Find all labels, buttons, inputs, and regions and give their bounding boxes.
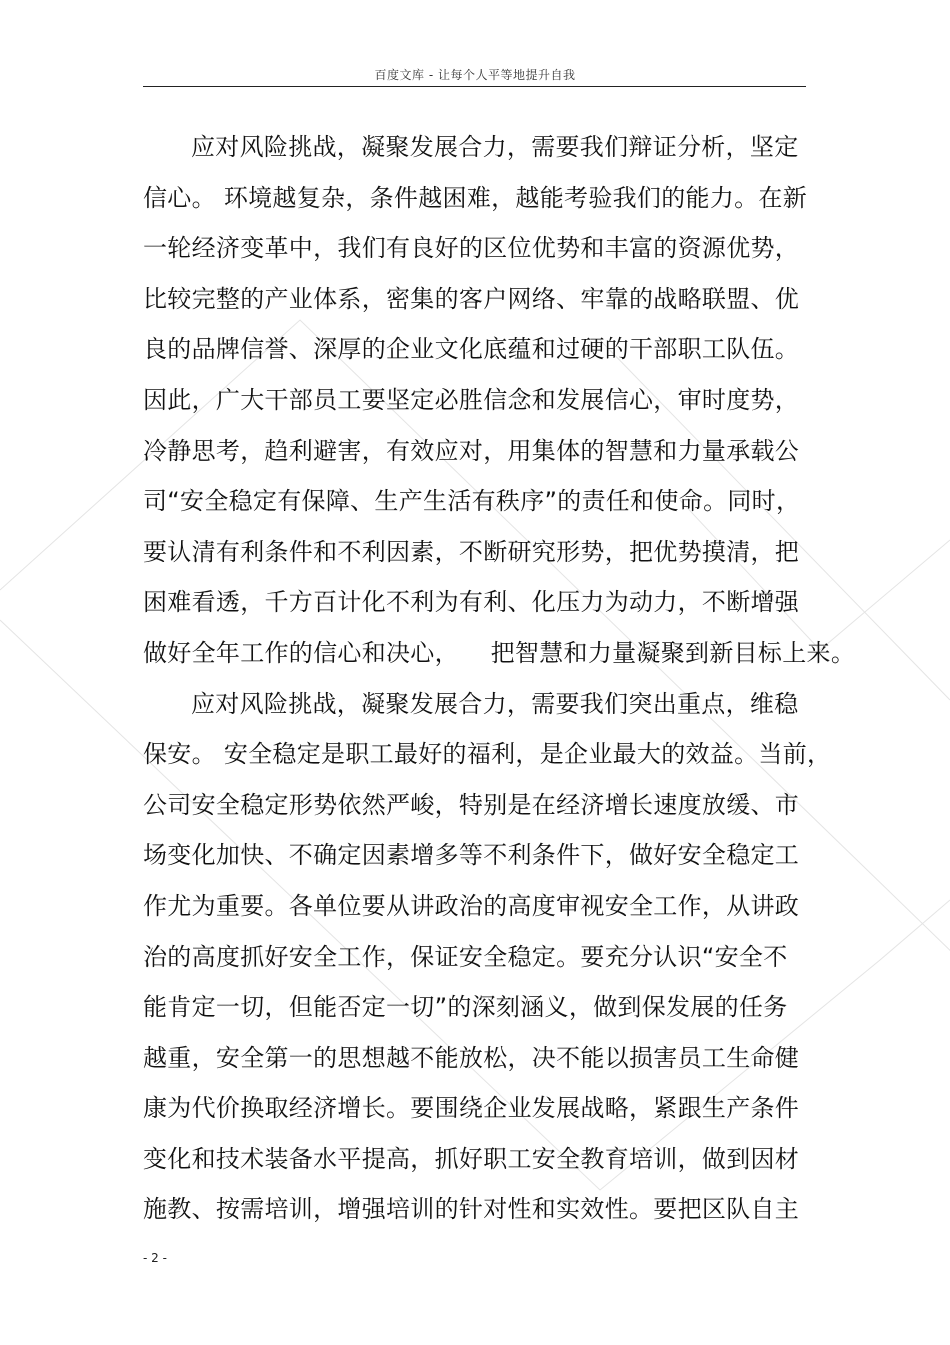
paragraph-2-line: 能肯定一切，但能否定一切”的深刻涵义，做到保发展的任务 [143, 993, 788, 1022]
paragraph-2-line: 作尤为重要。各单位要从讲政治的高度审视安全工作，从讲政 [143, 891, 800, 920]
paragraph-2-line: 施教、按需培训，增强培训的针对性和实效性。要把区队自主 [143, 1195, 800, 1224]
paragraph-1-line: 比较完整的产业体系，密集的客户网络、牢靠的战略联盟、优 [143, 284, 800, 313]
paragraph-1-line: 信心。 环境越复杂，条件越困难，越能考验我们的能力。在新 [143, 183, 808, 212]
paragraph-1-line: 司“安全稳定有保障、生产生活有秩序”的责任和使命。同时， [143, 487, 801, 516]
paragraph-2-line: 公司安全稳定形势依然严峻，特别是在经济增长速度放缓、市 [143, 790, 800, 819]
paragraph-2-line: 治的高度抓好安全工作，保证安全稳定。要充分认识“安全不 [143, 942, 788, 971]
page-number: - 2 - [143, 1251, 167, 1265]
paragraph-1-line: 做好全年工作的信心和决心， 把智慧和力量凝聚到新目标上来。 [143, 638, 856, 667]
paragraph-2-line: 变化和技术装备水平提高，抓好职工安全教育培训，做到因材 [143, 1144, 800, 1173]
document-header: 百度文库 - 让每个人平等地提升自我 [374, 68, 576, 82]
paragraph-1-line: 要认清有利条件和不利因素，不断研究形势，把优势摸清，把 [143, 537, 800, 566]
header-divider [143, 86, 806, 87]
paragraph-1-line: 良的品牌信誉、深厚的企业文化底蕴和过硬的干部职工队伍。 [143, 335, 800, 364]
paragraph-1-line: 应对风险挑战，凝聚发展合力，需要我们辩证分析，坚定 [191, 133, 799, 161]
paragraph-2-line: 越重，安全第一的思想越不能放松，决不能以损害员工生命健 [143, 1043, 800, 1072]
paragraph-2-line: 康为代价换取经济增长。要围绕企业发展战略，紧跟生产条件 [143, 1094, 800, 1123]
paragraph-1-line: 困难看透，千方百计化不利为有利、化压力为动力，不断增强 [143, 588, 800, 617]
paragraph-1-line: 因此，广大干部员工要坚定必胜信念和发展信心，审时度势， [143, 385, 800, 414]
paragraph-2-line: 场变化加快、不确定因素增多等不利条件下，做好安全稳定工 [143, 841, 800, 870]
paragraph-1-line: 冷静思考，趋利避害，有效应对，用集体的智慧和力量承载公 [143, 436, 800, 465]
paragraph-1-line: 一轮经济变革中，我们有良好的区位优势和丰富的资源优势， [143, 234, 800, 263]
paragraph-2-line: 应对风险挑战，凝聚发展合力，需要我们突出重点，维稳 [191, 689, 799, 718]
document-body [143, 122, 856, 1235]
paragraph-2-line: 保安。 安全稳定是职工最好的福利，是企业最大的效益。当前， [143, 740, 832, 769]
